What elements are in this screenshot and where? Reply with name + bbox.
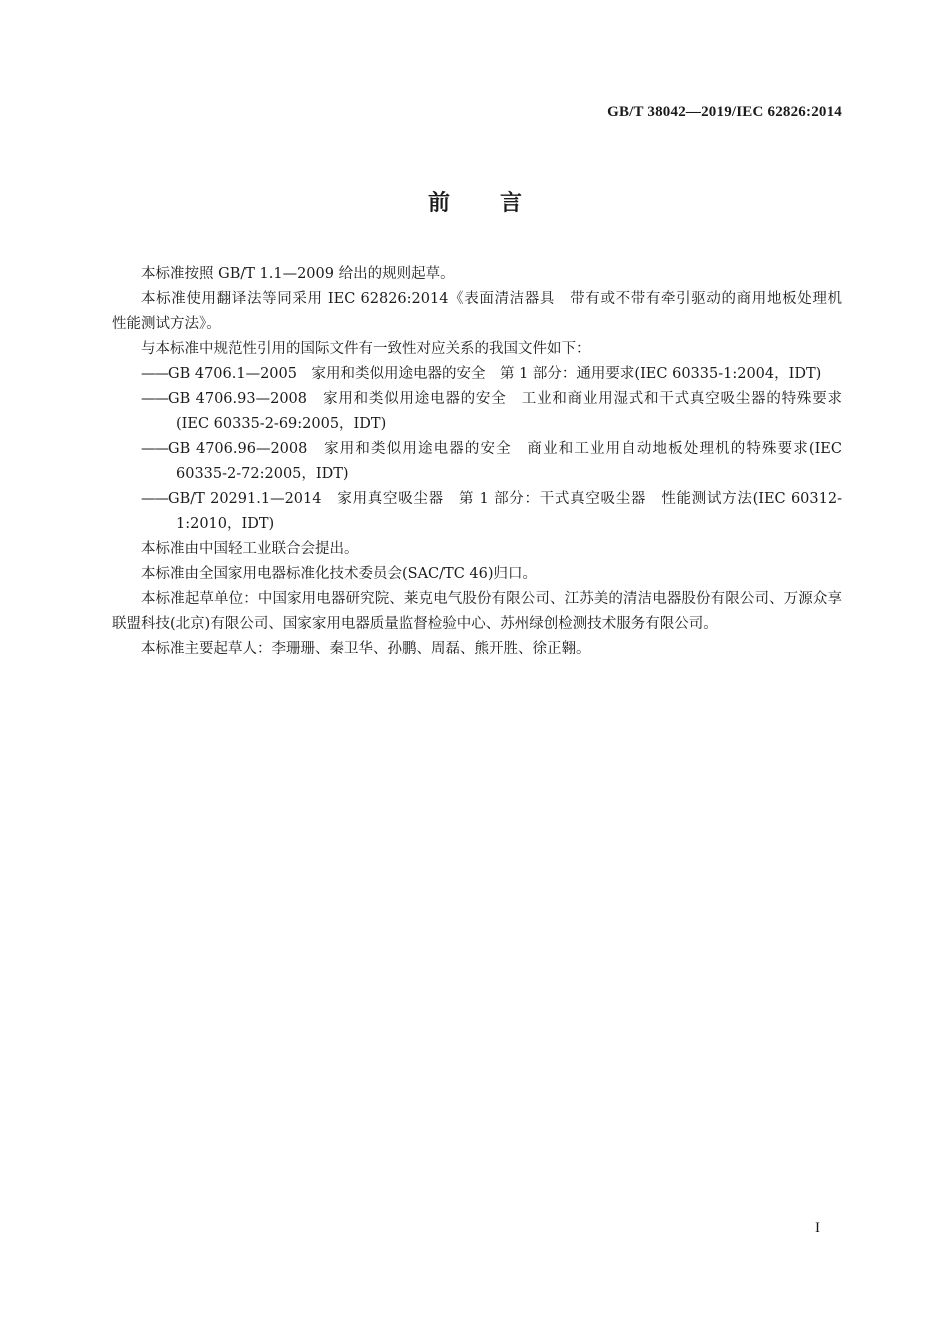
standard-code-header: GB/T 38042—2019/IEC 62826:2014 bbox=[607, 104, 842, 120]
reference-text: GB 4706.96—2008 家用和类似用途电器的安全 商业和工业用自动地板处理机的特殊要求(IEC 60335-2-72:2005，IDT) bbox=[168, 441, 842, 482]
paragraph-adoption: 本标准使用翻译法等同采用 IEC 62826:2014《表面清洁器具 带有或不带有牵引驱动的商用地板处理机 性能测试方法》。 bbox=[112, 291, 857, 332]
reference-text: GB 4706.93—2008 家用和类似用途电器的安全 工业和商业用湿式和干式真空吸尘器的特殊要求(IEC 60335-2-69:2005，IDT) bbox=[168, 391, 842, 432]
reference-text: GB 4706.1—2005 家用和类似用途电器的安全 第 1 部分：通用要求(IEC 60335-1:2004，IDT) bbox=[168, 366, 822, 382]
reference-item bbox=[112, 437, 842, 487]
reference-dash: —— bbox=[141, 441, 168, 457]
preface-body bbox=[112, 262, 857, 662]
reference-dash: —— bbox=[141, 366, 168, 382]
paragraph-proposer: 本标准由中国轻工业联合会提出。 bbox=[141, 541, 359, 557]
page-number: I bbox=[815, 1220, 820, 1236]
reference-item bbox=[112, 487, 842, 537]
reference-dash: —— bbox=[141, 491, 168, 507]
paragraph-centralized-by: 本标准由全国家用电器标准化技术委员会(SAC/TC 46)归口。 bbox=[141, 566, 538, 582]
reference-dash: —— bbox=[141, 391, 168, 407]
paragraph-drafting-rules: 本标准按照 GB/T 1.1—2009 给出的规则起草。 bbox=[141, 266, 455, 282]
paragraph-main-drafters: 本标准主要起草人：李珊珊、秦卫华、孙鹏、周磊、熊开胜、徐正翱。 bbox=[141, 641, 591, 657]
reference-text: GB/T 20291.1—2014 家用真空吸尘器 第 1 部分：干式真空吸尘器 性能测试方法(IEC 60312-1:2010，IDT) bbox=[168, 491, 842, 532]
preface-title: 前言 bbox=[427, 191, 572, 216]
reference-item bbox=[112, 387, 842, 437]
paragraph-drafting-units: 本标准起草单位：中国家用电器研究院、莱克电气股份有限公司、江苏美的清洁电器股份有限公司、万源众享联盟科技(北京)有限公司、国家家用电器质量监督检验中心、苏州绿创检测技术服务有限公司。 bbox=[112, 591, 842, 632]
reference-item bbox=[112, 362, 842, 387]
paragraph-reference-intro: 与本标准中规范性引用的国际文件有一致性对应关系的我国文件如下： bbox=[141, 341, 591, 357]
